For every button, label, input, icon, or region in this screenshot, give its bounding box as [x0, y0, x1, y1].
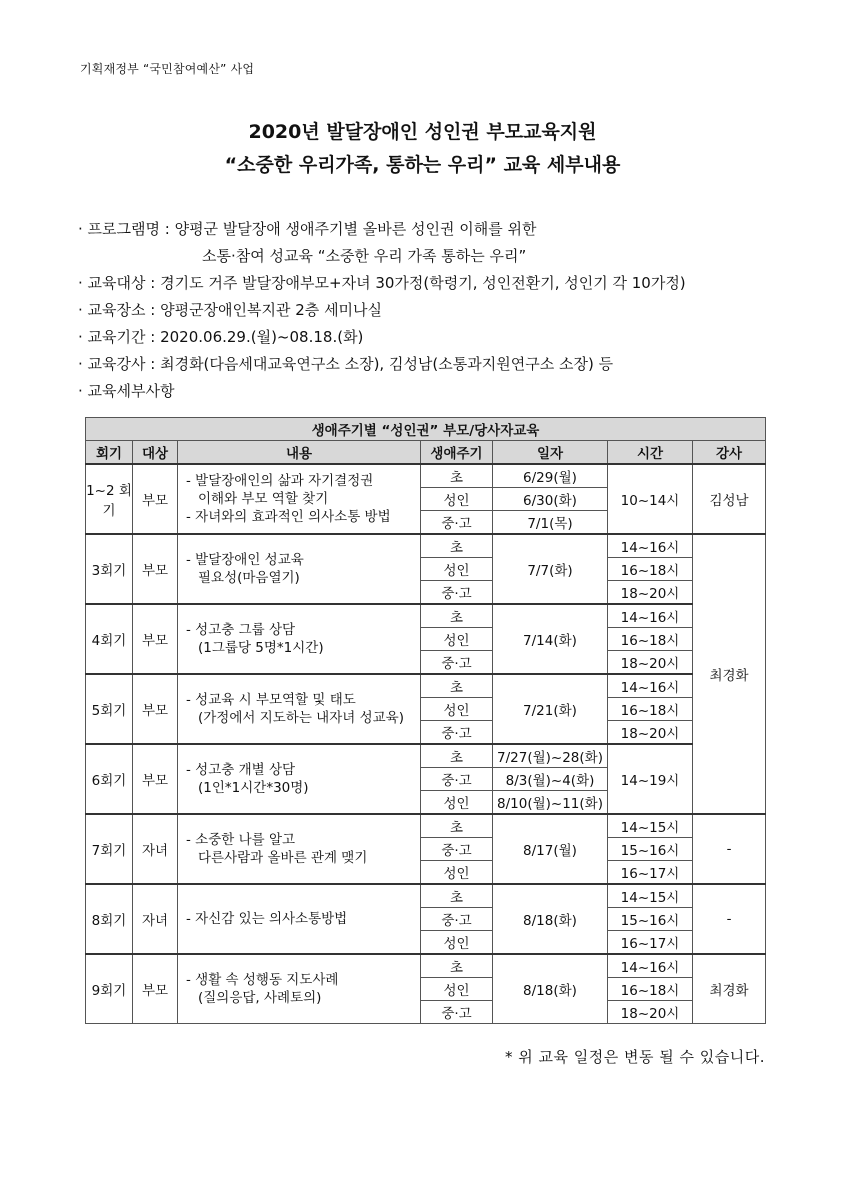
lifecycle-cell: 중·고: [421, 651, 493, 675]
col-header-instructor: 강사: [693, 441, 766, 465]
instructor-cell: -: [693, 884, 766, 954]
session-cell: 3회기: [86, 534, 133, 604]
content-line: (1인*1시간*30명): [198, 780, 309, 796]
table-caption: 생애주기별 “성인권” 부모/당사자교육: [86, 418, 766, 441]
time-cell: 14~16시: [608, 674, 693, 698]
content-line: 다른사람과 올바른 관계 맺기: [198, 850, 368, 866]
lifecycle-cell: 중·고: [421, 721, 493, 745]
schedule-table: [85, 417, 766, 1024]
time-cell: 16~17시: [608, 861, 693, 885]
content-cell: [178, 814, 421, 884]
lifecycle-cell: 중·고: [421, 1001, 493, 1024]
content-line: (1그룹당 5명*1시간): [198, 640, 324, 656]
lifecycle-cell: 중·고: [421, 768, 493, 791]
info-details: · 교육세부사항: [78, 382, 175, 400]
content-line: - 발달장애인의 삶과 자기결정권: [186, 473, 374, 489]
date-cell: 6/30(화): [493, 488, 608, 511]
lifecycle-cell: 성인: [421, 488, 493, 511]
time-cell: 18~20시: [608, 651, 693, 675]
date-cell: 7/7(화): [493, 534, 608, 604]
col-header-date: 일자: [493, 441, 608, 465]
date-cell: 8/17(월): [493, 814, 608, 884]
time-cell: 16~18시: [608, 558, 693, 581]
table-row: [86, 534, 766, 558]
date-cell: 8/18(화): [493, 954, 608, 1024]
lifecycle-cell: 중·고: [421, 908, 493, 931]
content-cell: [178, 674, 421, 744]
content-line: (질의응답, 사례토의): [198, 990, 322, 1006]
content-line: - 생활 속 성행동 지도사례: [186, 972, 339, 988]
time-cell: 14~19시: [608, 744, 693, 814]
content-cell: [178, 954, 421, 1024]
date-cell: 7/1(목): [493, 511, 608, 535]
table-row: [86, 884, 766, 908]
info-instructor: · 교육강사 : 최경화(다음세대교육연구소 소장), 김성남(소통과지원연구소 소장) 등: [78, 355, 614, 373]
info-period: · 교육기간 : 2020.06.29.(월)~08.18.(화): [78, 328, 364, 346]
instructor-cell: 최경화: [693, 954, 766, 1024]
content-cell: [178, 884, 421, 954]
content-line: - 자녀와의 효과적인 의사소통 방법: [186, 509, 391, 525]
date-cell: 8/10(월)~11(화): [493, 791, 608, 815]
time-cell: 16~17시: [608, 931, 693, 955]
target-cell: 자녀: [133, 814, 178, 884]
lifecycle-cell: 초: [421, 534, 493, 558]
document-title-line1: 2020년 발달장애인 성인권 부모교육지원: [248, 121, 597, 143]
time-cell: 18~20시: [608, 721, 693, 745]
table-row: [86, 744, 766, 768]
document-title-line2: “소중한 우리가족, 통하는 우리” 교육 세부내용: [224, 154, 621, 176]
table-row: [86, 464, 766, 488]
target-cell: 부모: [133, 464, 178, 534]
target-cell: 부모: [133, 744, 178, 814]
lifecycle-cell: 성인: [421, 628, 493, 651]
lifecycle-cell: 성인: [421, 791, 493, 815]
content-line: 필요성(마음열기): [198, 570, 300, 586]
lifecycle-cell: 성인: [421, 978, 493, 1001]
time-cell: 18~20시: [608, 581, 693, 605]
col-header-lifecycle: 생애주기: [421, 441, 493, 465]
time-cell: 14~15시: [608, 884, 693, 908]
target-cell: 부모: [133, 534, 178, 604]
schedule-body: [86, 464, 766, 1024]
target-cell: 부모: [133, 954, 178, 1024]
instructor-cell: -: [693, 814, 766, 884]
table-row: [86, 674, 766, 698]
content-cell: [178, 744, 421, 814]
content-line: (가정에서 지도하는 내자녀 성교육): [198, 710, 404, 726]
lifecycle-cell: 초: [421, 814, 493, 838]
instructor-cell: 김성남: [693, 464, 766, 534]
time-cell: 15~16시: [608, 908, 693, 931]
table-row: [86, 814, 766, 838]
target-cell: 부모: [133, 674, 178, 744]
lifecycle-cell: 초: [421, 744, 493, 768]
info-program-name-cont: 소통·참여 성교육 “소중한 우리 가족 통하는 우리”: [202, 247, 527, 265]
content-line: - 성교육 시 부모역할 및 태도: [186, 692, 356, 708]
lifecycle-cell: 성인: [421, 931, 493, 955]
table-row: [86, 604, 766, 628]
time-cell: 10~14시: [608, 464, 693, 534]
time-cell: 14~16시: [608, 534, 693, 558]
content-line: 이해와 부모 역할 찾기: [198, 491, 329, 507]
time-cell: 16~18시: [608, 978, 693, 1001]
info-program-name: · 프로그램명 : 양평군 발달장애 생애주기별 올바른 성인권 이해를 위한: [78, 220, 537, 238]
content-cell: [178, 464, 421, 534]
lifecycle-cell: 성인: [421, 861, 493, 885]
content-line: - 소중한 나를 알고: [186, 832, 296, 848]
session-cell: 8회기: [86, 884, 133, 954]
session-cell: 1~2 회기: [86, 464, 133, 534]
session-cell: 4회기: [86, 604, 133, 674]
lifecycle-cell: 중·고: [421, 838, 493, 861]
lifecycle-cell: 초: [421, 464, 493, 488]
time-cell: 16~18시: [608, 698, 693, 721]
content-line: - 자신감 있는 의사소통방법: [186, 911, 348, 927]
instructor-cell: 최경화: [693, 534, 766, 814]
time-cell: 14~16시: [608, 954, 693, 978]
table-row: [86, 954, 766, 978]
content-line: - 성고충 그룹 상담: [186, 622, 296, 638]
content-cell: [178, 534, 421, 604]
col-header-target: 대상: [133, 441, 178, 465]
target-cell: 부모: [133, 604, 178, 674]
lifecycle-cell: 초: [421, 604, 493, 628]
session-cell: 9회기: [86, 954, 133, 1024]
session-cell: 5회기: [86, 674, 133, 744]
lifecycle-cell: 중·고: [421, 581, 493, 605]
info-target: · 교육대상 : 경기도 거주 발달장애부모+자녀 30가정(학령기, 성인전환기, 성인기 각 10가정): [78, 274, 686, 292]
session-cell: 6회기: [86, 744, 133, 814]
col-header-time: 시간: [608, 441, 693, 465]
date-cell: 7/14(화): [493, 604, 608, 674]
date-cell: 7/27(월)~28(화): [493, 744, 608, 768]
col-header-session: 회기: [86, 441, 133, 465]
time-cell: 14~15시: [608, 814, 693, 838]
content-line: - 성고충 개별 상담: [186, 762, 296, 778]
program-info: [78, 216, 686, 405]
header-note: 기획재정부 “국민참여예산” 사업: [80, 62, 255, 76]
lifecycle-cell: 초: [421, 674, 493, 698]
date-cell: 6/29(월): [493, 464, 608, 488]
lifecycle-cell: 초: [421, 954, 493, 978]
info-place: · 교육장소 : 양평군장애인복지관 2층 세미나실: [78, 301, 383, 319]
time-cell: 14~16시: [608, 604, 693, 628]
date-cell: 8/3(월)~4(화): [493, 768, 608, 791]
target-cell: 자녀: [133, 884, 178, 954]
date-cell: 7/21(화): [493, 674, 608, 744]
lifecycle-cell: 성인: [421, 558, 493, 581]
lifecycle-cell: 성인: [421, 698, 493, 721]
time-cell: 18~20시: [608, 1001, 693, 1024]
time-cell: 16~18시: [608, 628, 693, 651]
schedule-change-note: * 위 교육 일정은 변동 될 수 있습니다.: [504, 1048, 765, 1066]
date-cell: 8/18(화): [493, 884, 608, 954]
session-cell: 7회기: [86, 814, 133, 884]
lifecycle-cell: 초: [421, 884, 493, 908]
content-cell: [178, 604, 421, 674]
col-header-content: 내용: [178, 441, 421, 465]
content-line: - 발달장애인 성교육: [186, 552, 304, 568]
lifecycle-cell: 중·고: [421, 511, 493, 535]
time-cell: 15~16시: [608, 838, 693, 861]
